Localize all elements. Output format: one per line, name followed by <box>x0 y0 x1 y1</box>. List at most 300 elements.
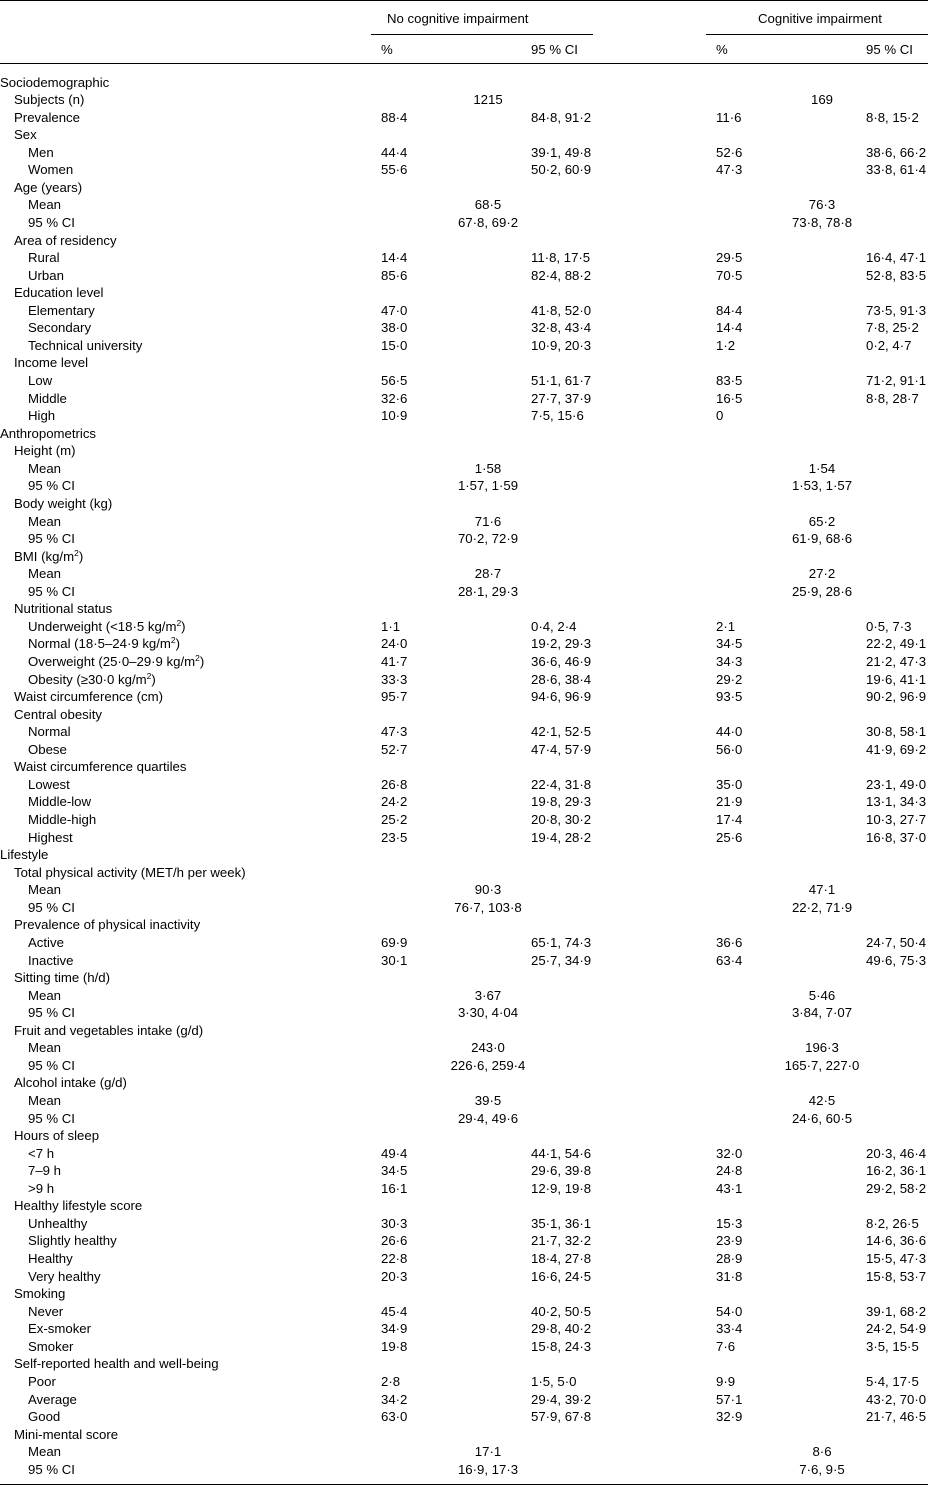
row-label <box>14 126 37 144</box>
row-label <box>14 1127 99 1145</box>
ci-cell-impairment: 38·6, 66·2 <box>866 144 927 160</box>
row-label <box>14 1355 219 1373</box>
merged-cell-no-impairment: 67·8, 69·2 <box>457 214 519 230</box>
row-label <box>28 1443 61 1461</box>
group-rule-no-cognitive-impairment <box>371 34 593 35</box>
row-label <box>28 144 54 162</box>
table-row <box>0 881 928 899</box>
pct-cell-no-impairment: 26·6 <box>381 1233 408 1249</box>
row-label <box>28 741 67 759</box>
merged-cell-no-impairment: 3·67 <box>474 987 502 1003</box>
table-row <box>0 600 928 618</box>
table-row <box>0 477 928 495</box>
table-row <box>0 1145 928 1163</box>
row-label-text: Mean <box>28 566 61 582</box>
pct-cell-no-impairment: 24·2 <box>381 794 408 810</box>
row-label-text: Prevalence of physical inactivity <box>14 917 201 933</box>
row-label-text: Slightly healthy <box>28 1233 117 1249</box>
pct-cell-impairment: 54·0 <box>716 1303 743 1319</box>
row-label <box>14 91 84 109</box>
pct-cell-no-impairment: 34·9 <box>381 1321 408 1337</box>
row-label <box>28 723 71 741</box>
table-row <box>0 583 928 601</box>
row-label <box>28 337 142 355</box>
pct-cell-impairment: 56·0 <box>716 741 743 757</box>
table-row <box>0 811 928 829</box>
table-row <box>0 776 928 794</box>
table-row <box>0 284 928 302</box>
row-label-text: Highest <box>28 829 73 845</box>
row-label-text: <7 h <box>28 1145 55 1161</box>
row-label-text: Smoker <box>28 1338 74 1354</box>
pct-cell-impairment: 9·9 <box>716 1373 736 1389</box>
table-bottom-rule <box>0 1484 928 1485</box>
row-label <box>28 583 75 601</box>
row-label-text: Middle-low <box>28 794 92 810</box>
table-row <box>0 671 928 689</box>
ci-cell-no-impairment: 47·4, 57·9 <box>531 741 592 757</box>
ci-cell-impairment: 0·2, 4·7 <box>866 337 912 353</box>
row-label <box>28 249 60 267</box>
row-label <box>28 1373 56 1391</box>
merged-cell-impairment: 47·1 <box>808 882 836 898</box>
ci-cell-impairment: 22·2, 49·1 <box>866 636 927 652</box>
pct-cell-impairment: 29·5 <box>716 250 743 266</box>
pct-cell-no-impairment: 2·8 <box>381 1373 401 1389</box>
row-label-text: Waist circumference quartiles <box>14 759 187 775</box>
ci-cell-impairment: 0·5, 7·3 <box>866 618 912 634</box>
ci-cell-no-impairment: 94·6, 96·9 <box>531 689 592 705</box>
table-row <box>0 969 928 987</box>
section-row <box>0 74 928 92</box>
pct-cell-no-impairment: 85·6 <box>381 267 408 283</box>
pct-cell-impairment: 17·4 <box>716 812 743 828</box>
ci-cell-impairment: 14·6, 36·6 <box>866 1233 927 1249</box>
row-label <box>28 1268 101 1286</box>
row-label <box>28 829 73 847</box>
ci-cell-no-impairment: 10·9, 20·3 <box>531 337 592 353</box>
pct-cell-impairment: 43·1 <box>716 1180 743 1196</box>
merged-cell-impairment: 73·8, 78·8 <box>791 214 853 230</box>
table-row <box>0 337 928 355</box>
ci-cell-no-impairment: 16·6, 24·5 <box>531 1268 592 1284</box>
row-label-text: Mean <box>28 882 61 898</box>
row-label <box>14 1022 203 1040</box>
row-label-text: Smoking <box>14 1286 66 1302</box>
row-label <box>14 600 112 618</box>
merged-cell-impairment: 65·2 <box>808 513 836 529</box>
row-label <box>28 372 52 390</box>
row-label <box>14 1074 127 1092</box>
ci-cell-impairment: 5·4, 17·5 <box>866 1373 919 1389</box>
table-row <box>0 1215 928 1233</box>
table-row <box>0 1268 928 1286</box>
row-label-text: >9 h <box>28 1180 55 1196</box>
row-label-text: Prevalence <box>14 109 80 125</box>
table-row <box>0 1197 928 1215</box>
ci-cell-no-impairment: 40·2, 50·5 <box>531 1303 592 1319</box>
table-row <box>0 1373 928 1391</box>
ci-cell-no-impairment: 22·4, 31·8 <box>531 776 592 792</box>
pct-cell-impairment: 2·1 <box>716 618 736 634</box>
ci-cell-impairment: 24·7, 50·4 <box>866 934 927 950</box>
row-label-superscript: 2 <box>146 670 152 681</box>
row-label <box>28 987 61 1005</box>
merged-cell-no-impairment: 39·5 <box>474 1092 502 1108</box>
row-label-text: 95 % CI <box>28 531 75 547</box>
row-label-text: Obesity (≥30·0 kg/m <box>28 671 147 687</box>
pct-cell-no-impairment: 33·3 <box>381 671 408 687</box>
merged-cell-impairment: 3·84, 7·07 <box>791 1005 853 1021</box>
pct-cell-impairment: 63·4 <box>716 952 743 968</box>
ci-cell-impairment: 30·8, 58·1 <box>866 724 927 740</box>
pct-cell-impairment: 36·6 <box>716 934 743 950</box>
row-label-text: Middle <box>28 390 67 406</box>
ci-cell-no-impairment: 11·8, 17·5 <box>531 250 591 266</box>
ci-cell-impairment: 52·8, 83·5 <box>866 267 927 283</box>
table-row <box>0 1391 928 1409</box>
table-row <box>0 1092 928 1110</box>
merged-cell-impairment: 25·9, 28·6 <box>791 583 853 599</box>
row-label <box>28 952 73 970</box>
pct-cell-no-impairment: 24·0 <box>381 636 408 652</box>
row-label <box>28 1215 87 1233</box>
row-label <box>0 74 109 92</box>
row-label <box>28 161 73 179</box>
row-label-suffix: ) <box>181 618 186 634</box>
ci-cell-no-impairment: 19·2, 29·3 <box>531 636 592 652</box>
table-row <box>0 232 928 250</box>
pct-cell-impairment: 34·3 <box>716 653 743 669</box>
row-label-text: Sociodemographic <box>0 74 110 90</box>
ci-cell-no-impairment: 0·4, 2·4 <box>531 618 577 634</box>
section-row <box>0 846 928 864</box>
table-row <box>0 1232 928 1250</box>
table-row <box>0 1461 928 1479</box>
ci-cell-impairment: 23·1, 49·0 <box>866 776 927 792</box>
row-label-text: Self-reported health and well-being <box>14 1356 219 1372</box>
table-row <box>0 987 928 1005</box>
ci-cell-no-impairment: 65·1, 74·3 <box>531 934 592 950</box>
ci-cell-impairment: 71·2, 91·1 <box>866 373 927 389</box>
pct-cell-no-impairment: 47·0 <box>381 302 408 318</box>
pct-cell-impairment: 32·0 <box>716 1145 743 1161</box>
row-label-text: Inactive <box>28 952 74 968</box>
merged-cell-no-impairment: 28·7 <box>474 566 502 582</box>
pct-cell-no-impairment: 10·9 <box>381 408 408 424</box>
ci-cell-impairment: 33·8, 61·4 <box>866 162 927 178</box>
row-label-superscript: 2 <box>170 635 176 646</box>
row-label-text: Nutritional status <box>14 601 113 617</box>
row-label-text: Average <box>28 1391 77 1407</box>
merged-cell-no-impairment: 16·9, 17·3 <box>457 1461 519 1477</box>
pct-cell-no-impairment: 95·7 <box>381 689 408 705</box>
row-label-text: Central obesity <box>14 706 102 722</box>
ci-cell-impairment: 16·4, 47·1 <box>866 250 927 266</box>
row-label-suffix: ) <box>175 636 181 652</box>
ci-cell-impairment: 16·2, 36·1 <box>866 1163 927 1179</box>
table-row <box>0 793 928 811</box>
ci-cell-impairment: 8·2, 26·5 <box>866 1215 919 1231</box>
ci-cell-no-impairment: 25·7, 34·9 <box>531 952 592 968</box>
table-row <box>0 407 928 425</box>
pct-cell-no-impairment: 30·3 <box>381 1215 408 1231</box>
row-label <box>28 196 61 214</box>
row-label-text: Healthy <box>28 1251 73 1267</box>
merged-cell-impairment: 169 <box>810 92 834 108</box>
pct-cell-impairment: 0 <box>716 408 724 424</box>
row-label-text: Unhealthy <box>28 1215 88 1231</box>
merged-cell-impairment: 1·54 <box>808 460 836 476</box>
ci-cell-no-impairment: 21·7, 32·2 <box>531 1233 592 1249</box>
row-label <box>14 232 117 250</box>
table-top-rule <box>0 0 928 1</box>
row-label-text: Income level <box>14 355 89 371</box>
row-label <box>28 565 61 583</box>
ci-cell-impairment: 15·8, 53·7 <box>866 1268 927 1284</box>
pct-cell-no-impairment: 56·5 <box>381 373 408 389</box>
pct-cell-no-impairment: 34·2 <box>381 1391 408 1407</box>
ci-cell-impairment: 43·2, 70·0 <box>866 1391 927 1407</box>
merged-cell-impairment: 61·9, 68·6 <box>791 531 853 547</box>
row-label-text: Sex <box>14 127 37 143</box>
row-label-text: 7–9 h <box>28 1163 62 1179</box>
row-label <box>28 407 55 425</box>
row-label <box>28 899 75 917</box>
row-label-text: Lifestyle <box>0 847 49 863</box>
col-header-ci-2: 95 % CI <box>866 42 913 57</box>
pct-cell-no-impairment: 69·9 <box>381 934 408 950</box>
merged-cell-no-impairment: 28·1, 29·3 <box>457 583 519 599</box>
ci-cell-no-impairment: 39·1, 49·8 <box>531 144 592 160</box>
row-label <box>14 1285 65 1303</box>
table-row <box>0 460 928 478</box>
row-label-text: 95 % CI <box>28 478 75 494</box>
table-row <box>0 1408 928 1426</box>
pct-cell-impairment: 32·9 <box>716 1409 743 1425</box>
ci-cell-impairment: 24·2, 54·9 <box>866 1321 927 1337</box>
ci-cell-impairment: 10·3, 27·7 <box>866 812 927 828</box>
table-row <box>0 319 928 337</box>
row-label <box>28 1057 75 1075</box>
pct-cell-impairment: 31·8 <box>716 1268 743 1284</box>
table-row <box>0 1320 928 1338</box>
table-row <box>0 1303 928 1321</box>
table-row <box>0 934 928 952</box>
pct-cell-impairment: 28·9 <box>716 1251 743 1267</box>
pct-cell-no-impairment: 14·4 <box>381 250 408 266</box>
row-label <box>14 179 82 197</box>
row-label-text: Ex-smoker <box>28 1321 92 1337</box>
group-header-no-cognitive-impairment: No cognitive impairment <box>387 11 529 26</box>
table-row <box>0 1022 928 1040</box>
ci-cell-no-impairment: 19·4, 28·2 <box>531 829 592 845</box>
pct-cell-no-impairment: 38·0 <box>381 320 408 336</box>
row-label-text: Obese <box>28 741 67 757</box>
pct-cell-impairment: 44·0 <box>716 724 743 740</box>
table-row <box>0 741 928 759</box>
table-row <box>0 1180 928 1198</box>
row-label <box>28 1391 77 1409</box>
row-label <box>28 1232 117 1250</box>
pct-cell-no-impairment: 52·7 <box>381 741 408 757</box>
row-label-text: Elementary <box>28 302 95 318</box>
row-label-text: Good <box>28 1409 61 1425</box>
merged-cell-no-impairment: 243·0 <box>471 1040 505 1056</box>
ci-cell-no-impairment: 41·8, 52·0 <box>531 302 592 318</box>
row-label-text: Very healthy <box>28 1268 101 1284</box>
row-label-suffix: ) <box>78 548 84 564</box>
row-label-text: Men <box>28 144 54 160</box>
pct-cell-impairment: 25·6 <box>716 829 743 845</box>
ci-cell-impairment: 29·2, 58·2 <box>866 1180 927 1196</box>
merged-cell-no-impairment: 68·5 <box>474 197 502 213</box>
pct-cell-impairment: 34·5 <box>716 636 743 652</box>
row-label-text: Mean <box>28 513 61 529</box>
row-label-text: Mean <box>28 987 61 1003</box>
table-row <box>0 495 928 513</box>
merged-cell-no-impairment: 17·1 <box>474 1444 502 1460</box>
ci-cell-no-impairment: 50·2, 60·9 <box>531 162 592 178</box>
row-label-text: Mean <box>28 460 61 476</box>
table-row <box>0 1250 928 1268</box>
ci-cell-impairment: 73·5, 91·3 <box>866 302 927 318</box>
pct-cell-no-impairment: 25·2 <box>381 812 408 828</box>
row-label <box>14 916 200 934</box>
row-label <box>28 793 91 811</box>
table-row <box>0 952 928 970</box>
row-label <box>14 495 112 513</box>
pct-cell-impairment: 35·0 <box>716 776 743 792</box>
ci-cell-no-impairment: 57·9, 67·8 <box>531 1409 592 1425</box>
ci-cell-no-impairment: 29·4, 39·2 <box>531 1391 592 1407</box>
table-row <box>0 302 928 320</box>
table-row <box>0 1338 928 1356</box>
pct-cell-impairment: 33·4 <box>716 1321 743 1337</box>
row-label <box>28 1039 61 1057</box>
table-row <box>0 635 928 653</box>
table-row <box>0 372 928 390</box>
table-row <box>0 530 928 548</box>
merged-cell-no-impairment: 71·6 <box>474 513 502 529</box>
pct-cell-impairment: 29·2 <box>716 671 743 687</box>
table-row <box>0 565 928 583</box>
row-label <box>28 302 95 320</box>
merged-cell-impairment: 22·2, 71·9 <box>791 899 853 915</box>
pct-cell-no-impairment: 20·3 <box>381 1268 408 1284</box>
col-header-pct-1: % <box>381 42 393 57</box>
table-row <box>0 109 928 127</box>
row-label-text: Rural <box>28 250 60 266</box>
row-label-text: Sitting time (h/d) <box>14 970 111 986</box>
row-label-text: Normal <box>28 724 71 740</box>
pct-cell-no-impairment: 1·1 <box>381 618 401 634</box>
row-label <box>28 635 180 653</box>
table-row <box>0 267 928 285</box>
row-label-text: Secondary <box>28 320 92 336</box>
ci-cell-impairment: 8·8, 28·7 <box>866 390 919 406</box>
pct-cell-no-impairment: 41·7 <box>381 653 408 669</box>
table-row <box>0 196 928 214</box>
merged-cell-impairment: 24·6, 60·5 <box>791 1110 853 1126</box>
row-label-text: Healthy lifestyle score <box>14 1198 143 1214</box>
pct-cell-impairment: 1·2 <box>716 337 736 353</box>
row-label <box>28 513 61 531</box>
pct-cell-impairment: 83·5 <box>716 373 743 389</box>
row-label <box>14 969 110 987</box>
row-label <box>28 811 96 829</box>
row-label <box>14 1426 118 1444</box>
table-row <box>0 179 928 197</box>
row-label-text: Overweight (25·0–29·9 kg/m <box>28 653 196 669</box>
row-label-superscript: 2 <box>195 652 200 663</box>
ci-cell-no-impairment: 15·8, 24·3 <box>531 1338 592 1354</box>
pct-cell-no-impairment: 63·0 <box>381 1409 408 1425</box>
row-label-text: Height (m) <box>14 443 76 459</box>
row-label <box>14 706 102 724</box>
row-label-text: 95 % CI <box>28 214 75 230</box>
merged-cell-no-impairment: 90·3 <box>474 882 502 898</box>
merged-cell-no-impairment: 1215 <box>473 92 503 108</box>
merged-cell-no-impairment: 1·57, 1·59 <box>457 478 519 494</box>
ci-cell-no-impairment: 28·6, 38·4 <box>531 671 592 687</box>
row-label-superscript: 2 <box>74 547 79 558</box>
row-label-text: Education level <box>14 285 104 301</box>
row-label <box>28 1145 54 1163</box>
row-label-text: Area of residency <box>14 232 117 248</box>
pct-cell-no-impairment: 30·1 <box>381 952 408 968</box>
ci-cell-impairment: 15·5, 47·3 <box>866 1251 927 1267</box>
pct-cell-no-impairment: 34·5 <box>381 1163 408 1179</box>
table-row <box>0 706 928 724</box>
section-row <box>0 425 928 443</box>
row-label-text: Lowest <box>28 776 70 792</box>
pct-cell-impairment: 93·5 <box>716 689 743 705</box>
row-label <box>14 758 186 776</box>
ci-cell-no-impairment: 1·5, 5·0 <box>531 1373 577 1389</box>
table-row <box>0 548 928 566</box>
row-label <box>28 1004 75 1022</box>
pct-cell-impairment: 57·1 <box>716 1391 743 1407</box>
ci-cell-impairment: 13·1, 34·3 <box>866 794 927 810</box>
pct-cell-impairment: 24·8 <box>716 1163 743 1179</box>
row-label <box>28 1303 63 1321</box>
ci-cell-impairment: 19·6, 41·1 <box>866 671 927 687</box>
pct-cell-impairment: 21·9 <box>716 794 743 810</box>
row-label <box>28 934 64 952</box>
row-label <box>28 653 204 671</box>
pct-cell-no-impairment: 22·8 <box>381 1251 408 1267</box>
table-row <box>0 1004 928 1022</box>
row-label-text: Mean <box>28 1092 61 1108</box>
ci-cell-no-impairment: 12·9, 19·8 <box>531 1180 592 1196</box>
pct-cell-no-impairment: 55·6 <box>381 162 408 178</box>
ci-cell-no-impairment: 27·7, 37·9 <box>531 390 592 406</box>
row-label <box>28 1408 60 1426</box>
row-label-text: Poor <box>28 1373 56 1389</box>
row-label <box>28 1110 75 1128</box>
table-row <box>0 144 928 162</box>
ci-cell-no-impairment: 7·5, 15·6 <box>531 408 584 424</box>
table-row <box>0 442 928 460</box>
pct-cell-no-impairment: 19·8 <box>381 1338 408 1354</box>
row-label <box>14 688 163 706</box>
row-label-text: Never <box>28 1303 64 1319</box>
table-row <box>0 1057 928 1075</box>
ci-cell-impairment: 49·6, 75·3 <box>866 952 927 968</box>
row-label <box>14 354 88 372</box>
row-label-text: Body weight (kg) <box>14 495 113 511</box>
